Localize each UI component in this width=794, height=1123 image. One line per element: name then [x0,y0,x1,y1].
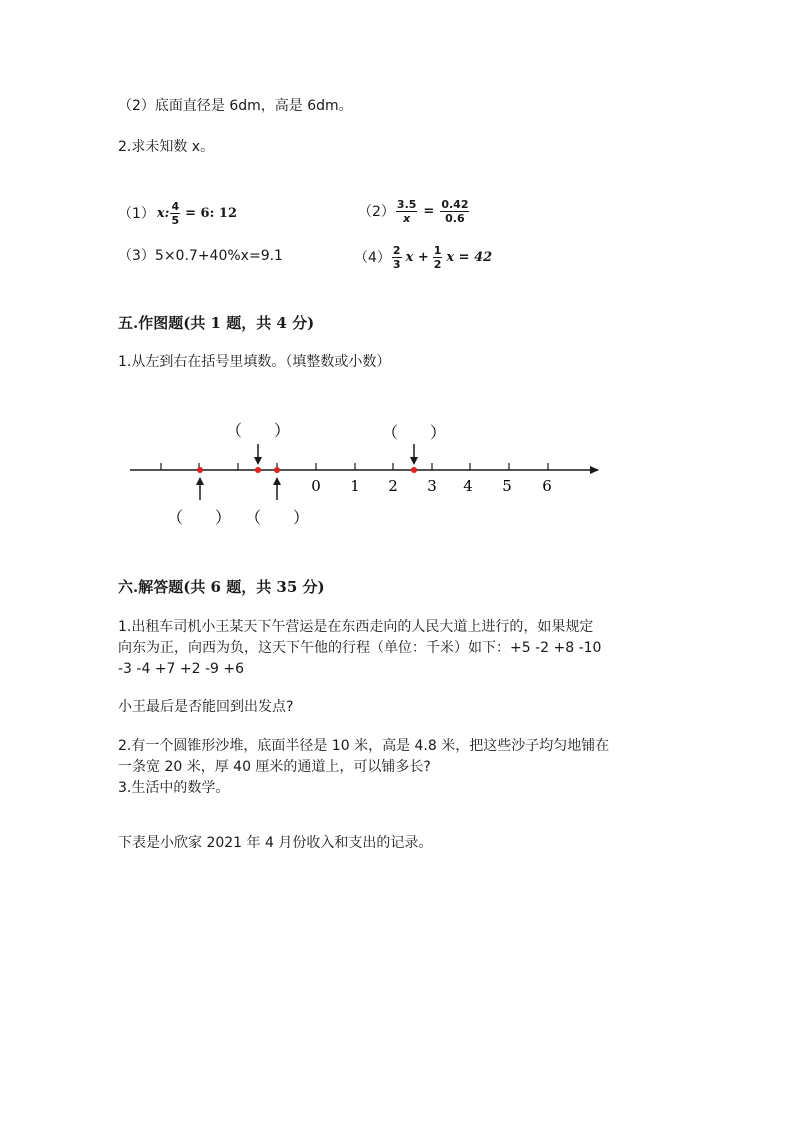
tick-label: 1 [350,477,360,495]
arrow-head-icon [254,457,262,465]
question-text: （2）底面直径是 6dm，高是 6dm。 [118,98,353,114]
tick-label: 4 [463,477,473,495]
question-text: 下表是小欣家 2021 年 4 月份收入和支出的记录。 [118,835,433,851]
fraction: $\frac{4}{5}$ [171,200,180,227]
equation-3 [118,246,283,266]
question-title: 2.求未知数 x。 [118,139,215,155]
point-marker [197,467,203,473]
equation-text: 5×0.7+40%x=9.1 [154,248,283,264]
question-text: -3 -4 +7 +2 -9 +6 [118,661,245,677]
arrow-head-icon [273,477,281,485]
equals-sign: = [423,203,435,219]
number-line-figure [0,410,794,540]
tick-label: 5 [502,477,512,495]
answer-blank[interactable]: （ ） [166,508,232,527]
question-text: 一条宽 20 米，厚 40 厘米的通道上，可以铺多长? [118,759,431,775]
equation-4 [354,244,492,271]
question-text: 1.从左到右在括号里填数。（填整数或小数） [118,354,391,370]
point-marker [411,467,417,473]
tick-label: 6 [542,477,552,495]
equation-label: （3） [118,248,155,264]
arrow-head-icon [196,477,204,485]
question-text: 小王最后是否能回到出发点? [118,699,294,715]
equation-rhs: x = 42 [446,249,493,265]
section-heading: 五.作图题(共 1 题，共 4 分) [118,314,315,332]
answer-blank[interactable]: （ ） [381,423,447,442]
section-heading: 六.解答题(共 6 题，共 35 分) [118,578,325,596]
equation-label: （1） [118,205,155,222]
equation-1 [118,200,237,227]
equation-2 [358,198,470,225]
answer-blank[interactable]: （ ） [244,508,310,527]
question-text: 1.出租车司机小王某天下午营运是在东西走向的人民大道上进行的，如果规定 [118,619,594,635]
equation-label: （4） [354,249,391,266]
point-marker [274,467,280,473]
equation-var: x: [156,205,170,221]
equation-label: （2） [358,203,395,220]
tick-label: 0 [311,477,321,495]
answer-blank[interactable]: （ ） [225,421,291,440]
fraction: $\frac{3.5}{x}$ [396,198,417,225]
fraction: $\frac{0.42}{0.6}$ [441,198,469,225]
question-text: 3.生活中的数学。 [118,780,230,796]
question-text: 向东为正，向西为负，这天下午他的行程（单位：千米）如下：+5 -2 +8 -10 [118,640,602,656]
arrow-head-icon [410,457,418,465]
axis-arrow-icon [590,466,599,474]
tick-label: 3 [427,477,437,495]
point-marker [255,467,261,473]
fraction: $\frac{1}{2}$ [433,244,442,271]
equation-rhs: = 6: 12 [185,205,238,221]
equation-term: x + [405,249,429,265]
fraction: $\frac{2}{3}$ [392,244,401,271]
tick-label: 2 [388,477,398,495]
question-text: 2.有一个圆锥形沙堆，底面半径是 10 米，高是 4.8 米，把这些沙子均匀地铺在 [118,738,610,754]
